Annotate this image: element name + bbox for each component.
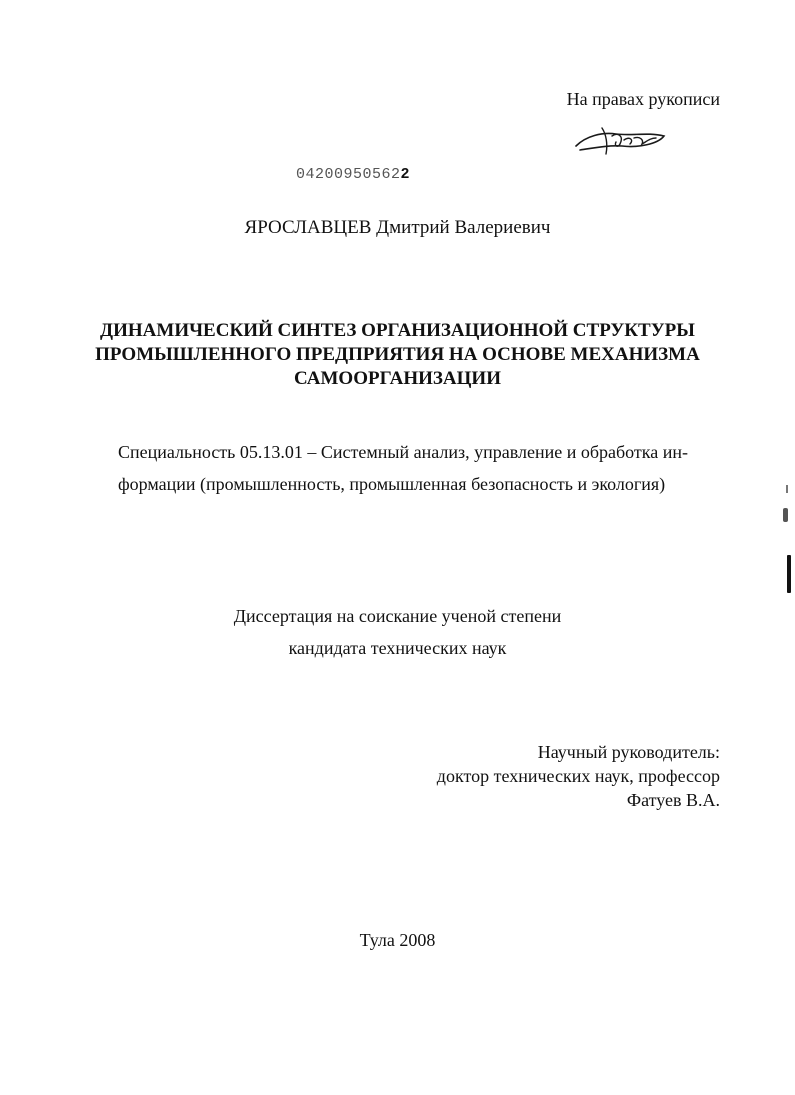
title-line-3: САМООРГАНИЗАЦИИ bbox=[294, 368, 501, 389]
document-number-last-digit: 2 bbox=[400, 166, 411, 183]
advisor-name: Фатуев В.А. bbox=[626, 790, 720, 810]
title-line-1: ДИНАМИЧЕСКИЙ СИНТЕЗ ОРГАНИЗАЦИОННОЙ СТРУКТУРЫ bbox=[100, 320, 695, 341]
advisor-label: Научный руководитель: bbox=[537, 742, 720, 762]
document-number-main: 04200950562 bbox=[296, 166, 401, 183]
author-name: ЯРОСЛАВЦЕВ Дмитрий Валериевич bbox=[244, 217, 551, 238]
specialty-block bbox=[118, 436, 718, 500]
manuscript-rights-note: На правах рукописи bbox=[566, 89, 720, 109]
scientific-advisor bbox=[380, 740, 720, 812]
degree-statement bbox=[0, 600, 795, 664]
advisor-degree: доктор технических наук, профессор bbox=[436, 766, 720, 786]
specialty-line-1: Специальность 05.13.01 – Системный анализ, управление и обработка ин- bbox=[118, 442, 689, 462]
city-and-year: Тула 2008 bbox=[359, 930, 436, 950]
title-line-2: ПРОМЫШЛЕННОГО ПРЕДПРИЯТИЯ НА ОСНОВЕ МЕХАНИЗМА bbox=[95, 344, 700, 365]
document-number bbox=[296, 166, 410, 183]
specialty-line-2: формации (промышленность, промышленная безопасность и экология) bbox=[118, 474, 666, 494]
handwritten-signature bbox=[572, 122, 668, 158]
scan-artifact-2 bbox=[783, 508, 788, 522]
scan-artifact-1 bbox=[786, 485, 788, 493]
dissertation-title bbox=[60, 319, 735, 391]
degree-line-2: кандидата технических наук bbox=[288, 638, 507, 658]
degree-line-1: Диссертация на соискание ученой степени bbox=[233, 606, 562, 626]
scan-artifact-3 bbox=[787, 555, 791, 593]
